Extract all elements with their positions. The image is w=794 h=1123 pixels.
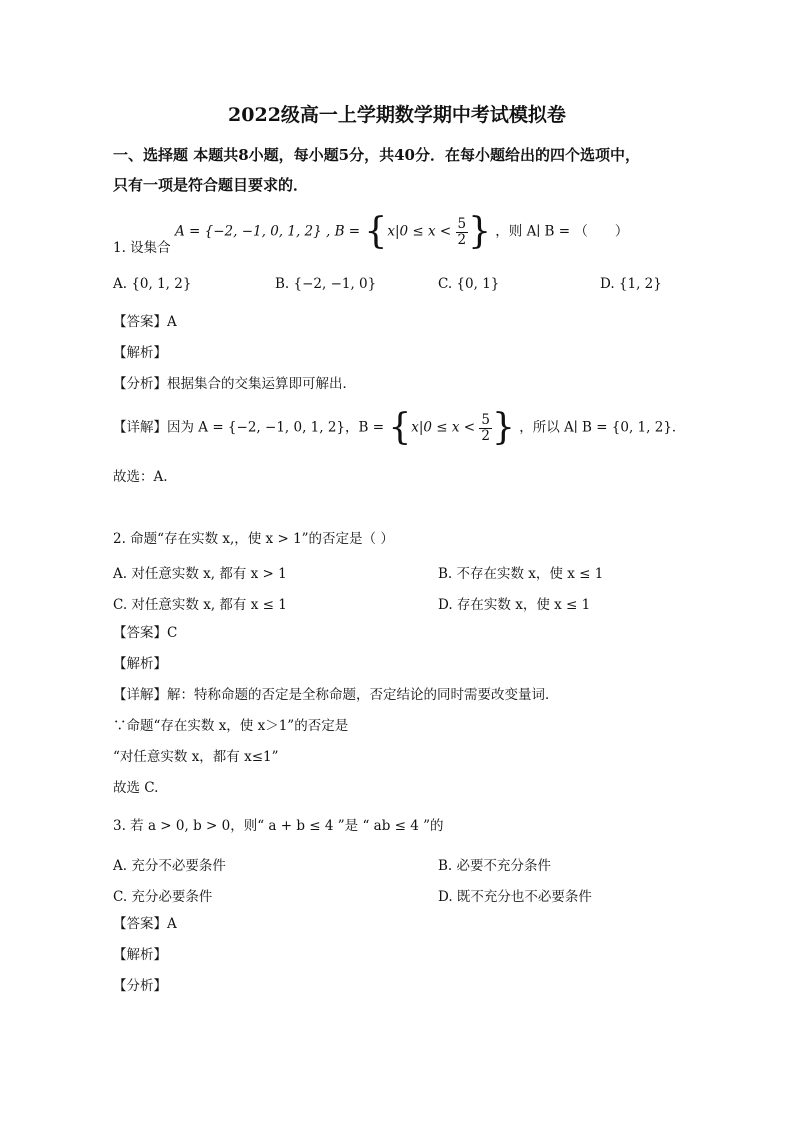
- q1-set-definition: [175, 211, 629, 252]
- q1-answer: 【答案】A: [113, 314, 177, 330]
- q1-detail: [113, 407, 686, 448]
- q2-detail: 【详解】解：特称命题的否定是全称命题，否定结论的同时需要改变量词．: [113, 687, 559, 703]
- q2-because: ∵命题“存在实数 x，使 x＞1”的否定是: [113, 718, 349, 734]
- q1-option-a: A. {0, 1, 2}: [113, 276, 192, 292]
- section-instruction-line2: 只有一项是符合题目要求的．: [113, 176, 309, 194]
- q2-quote: “对任意实数 x，都有 x≤1”: [113, 749, 279, 765]
- q1-detail-suffix: ，所以 A∣ B = {0, 1, 2}．: [519, 419, 686, 436]
- q1-brace-open: {: [364, 211, 388, 252]
- q1-detail-fraction: [479, 413, 492, 442]
- q3-option-a: A. 充分不必要条件: [113, 858, 226, 874]
- q1-detail-frac-num: 5: [481, 412, 491, 429]
- q2-option-a: A. 对任意实数 x, 都有 x > 1: [113, 566, 287, 582]
- q3-answer: 【答案】A: [113, 916, 177, 932]
- q1-set-b-inner: x|0 ≤ x <: [387, 223, 452, 240]
- q1-frac-den: 2: [457, 231, 467, 248]
- q2-conclusion: 故选 C.: [113, 780, 159, 796]
- q1-stem-label: 1. 设集合: [113, 240, 171, 256]
- q3-stem: 3. 若 a > 0, b > 0，则“ a + b ≤ 4 ”是 “ ab ≤ 4 ”的: [113, 818, 444, 834]
- q1-option-b: B. {−2, −1, 0}: [275, 276, 377, 292]
- q2-option-d: D. 存在实数 x，使 x ≤ 1: [438, 597, 591, 613]
- q1-frac-num: 5: [457, 216, 467, 233]
- q1-stem-tail: ，则 A∣ B = （ ）: [495, 223, 629, 240]
- q1-option-d: D. {1, 2}: [600, 276, 662, 292]
- section-instruction-line1: 一、选择题 本题共8小题，每小题5分，共40分．在每小题给出的四个选项中，: [113, 146, 640, 164]
- q1-conclusion: 故选：A.: [113, 469, 168, 485]
- q3-analysis-fenxi: 【分析】: [113, 978, 167, 994]
- q3-option-c: C. 充分必要条件: [113, 889, 213, 905]
- q1-detail-inner: x|0 ≤ x <: [411, 419, 476, 436]
- q1-detail-brace-open: {: [388, 407, 412, 448]
- q1-fraction: [456, 217, 469, 246]
- q2-option-b: B. 不存在实数 x，使 x ≤ 1: [438, 566, 604, 582]
- page-title: 2022级高一上学期数学期中考试模拟卷: [228, 104, 566, 126]
- q2-option-c: C. 对任意实数 x, 都有 x ≤ 1: [113, 597, 287, 613]
- q1-set-a: A = {−2, −1, 0, 1, 2} , B =: [175, 223, 361, 240]
- q1-detail-prefix: 【详解】因为 A = {−2, −1, 0, 1, 2}，B =: [113, 419, 385, 436]
- q1-analysis-heading: 【解析】: [113, 345, 167, 361]
- q1-option-c: C. {0, 1}: [438, 276, 500, 292]
- q1-detail-brace-close: }: [492, 407, 515, 448]
- q1-analysis-fenxi: 【分析】根据集合的交集运算即可解出．: [113, 376, 356, 392]
- q3-option-d: D. 既不充分也不必要条件: [438, 889, 592, 905]
- q2-analysis-heading: 【解析】: [113, 656, 167, 672]
- q3-option-b: B. 必要不充分条件: [438, 858, 552, 874]
- q1-detail-frac-den: 2: [481, 427, 491, 444]
- q2-answer: 【答案】C: [113, 625, 178, 641]
- q1-brace-close: }: [468, 211, 491, 252]
- q3-analysis-heading: 【解析】: [113, 947, 167, 963]
- q2-stem: 2. 命题“存在实数 x,，使 x > 1”的否定是（ ）: [113, 531, 394, 547]
